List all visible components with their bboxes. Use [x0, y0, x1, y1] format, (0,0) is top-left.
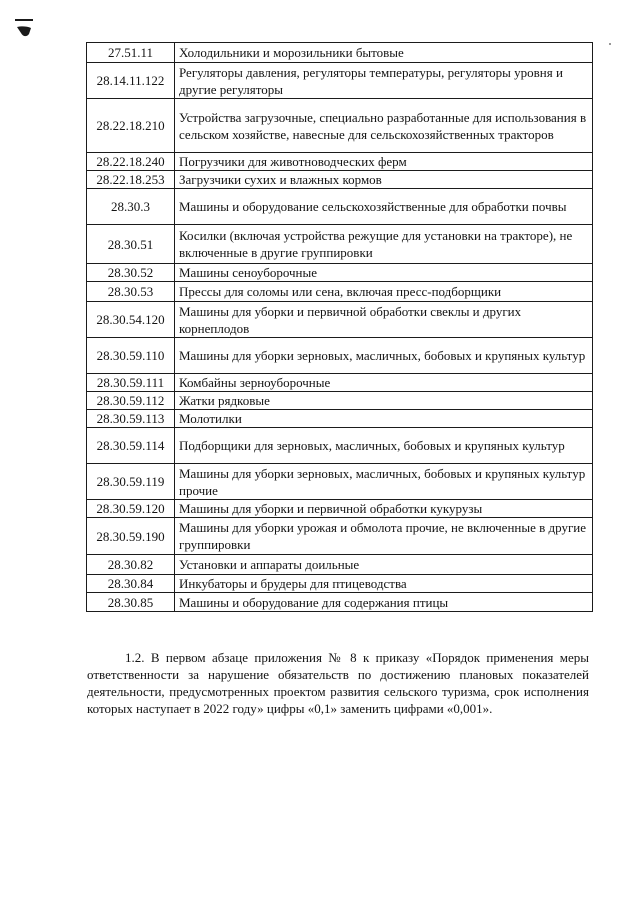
table-row [87, 153, 593, 171]
name-cell: Молотилки [175, 410, 593, 428]
name-cell: Машины для уборки урожая и обмолота прочие, не включенные в другие группировки [175, 518, 593, 555]
staple-mark [13, 17, 35, 41]
code-cell: 28.30.59.119 [87, 464, 175, 500]
table-row [87, 63, 593, 99]
code-cell: 28.22.18.210 [87, 99, 175, 153]
name-cell: Холодильники и морозильники бытовые [175, 43, 593, 63]
okpd-codes-table [86, 42, 593, 612]
name-cell: Установки и аппараты доильные [175, 555, 593, 575]
table-row [87, 264, 593, 282]
table-row [87, 99, 593, 153]
name-cell: Подборщики для зерновых, масличных, бобовых и крупяных культур [175, 428, 593, 464]
name-cell: Жатки рядковые [175, 392, 593, 410]
table-row [87, 189, 593, 225]
table-row [87, 338, 593, 374]
name-cell: Прессы для соломы или сена, включая пресс-подборщики [175, 282, 593, 302]
code-cell: 28.30.59.120 [87, 500, 175, 518]
table-row [87, 374, 593, 392]
code-cell: 28.30.54.120 [87, 302, 175, 338]
table-row [87, 171, 593, 189]
code-cell: 28.30.85 [87, 593, 175, 612]
code-cell: 28.30.3 [87, 189, 175, 225]
table-row [87, 518, 593, 555]
name-cell: Устройства загрузочные, специально разработанные для использования в сельском хозяйстве, навесные для сельскохозяйственных тракторов [175, 99, 593, 153]
table-row [87, 410, 593, 428]
table-row [87, 575, 593, 593]
table-row [87, 302, 593, 338]
name-cell: Косилки (включая устройства режущие для установки на тракторе), не включенные в другие группировки [175, 225, 593, 264]
table-row [87, 43, 593, 63]
name-cell: Загрузчики сухих и влажных кормов [175, 171, 593, 189]
table-row [87, 555, 593, 575]
table-row [87, 282, 593, 302]
code-cell: 28.14.11.122 [87, 63, 175, 99]
code-cell: 28.30.59.114 [87, 428, 175, 464]
code-cell: 28.30.52 [87, 264, 175, 282]
code-cell: 28.30.59.190 [87, 518, 175, 555]
name-cell: Погрузчики для животноводческих ферм [175, 153, 593, 171]
table-row [87, 225, 593, 264]
code-cell: 28.30.53 [87, 282, 175, 302]
paragraph-text: 1.2. В первом абзаце приложения № 8 к приказу «Порядок применения меры ответственности за нарушение обязательств по достижению плановых показателей деятельности, предусмотренных проектом развития сельского туризма, срок исполнения которых наступает в 2022 году» цифры «0,1» заменить цифрами «0,001». [87, 650, 589, 716]
name-cell: Комбайны зерноуборочные [175, 374, 593, 392]
code-cell: 28.30.59.113 [87, 410, 175, 428]
scan-speck [609, 43, 611, 45]
name-cell: Машины и оборудование для содержания птицы [175, 593, 593, 612]
code-cell: 28.30.51 [87, 225, 175, 264]
table-row [87, 500, 593, 518]
table-row [87, 428, 593, 464]
code-cell: 28.30.59.110 [87, 338, 175, 374]
table-row [87, 464, 593, 500]
name-cell: Регуляторы давления, регуляторы температуры, регуляторы уровня и другие регуляторы [175, 63, 593, 99]
name-cell: Машины для уборки зерновых, масличных, бобовых и крупяных культур [175, 338, 593, 374]
table-row [87, 593, 593, 612]
code-cell: 28.22.18.240 [87, 153, 175, 171]
name-cell: Машины и оборудование сельскохозяйственные для обработки почвы [175, 189, 593, 225]
code-cell: 28.30.59.112 [87, 392, 175, 410]
code-cell: 28.22.18.253 [87, 171, 175, 189]
name-cell: Машины для уборки зерновых, масличных, бобовых и крупяных культур прочие [175, 464, 593, 500]
amendment-paragraph [87, 649, 589, 717]
name-cell: Машины для уборки и первичной обработки кукурузы [175, 500, 593, 518]
code-cell: 28.30.59.111 [87, 374, 175, 392]
code-cell: 28.30.84 [87, 575, 175, 593]
codes-table-body [87, 43, 593, 612]
name-cell: Машины для уборки и первичной обработки свеклы и других корнеплодов [175, 302, 593, 338]
name-cell: Машины сеноуборочные [175, 264, 593, 282]
name-cell: Инкубаторы и брудеры для птицеводства [175, 575, 593, 593]
code-cell: 28.30.82 [87, 555, 175, 575]
code-cell: 27.51.11 [87, 43, 175, 63]
table-row [87, 392, 593, 410]
